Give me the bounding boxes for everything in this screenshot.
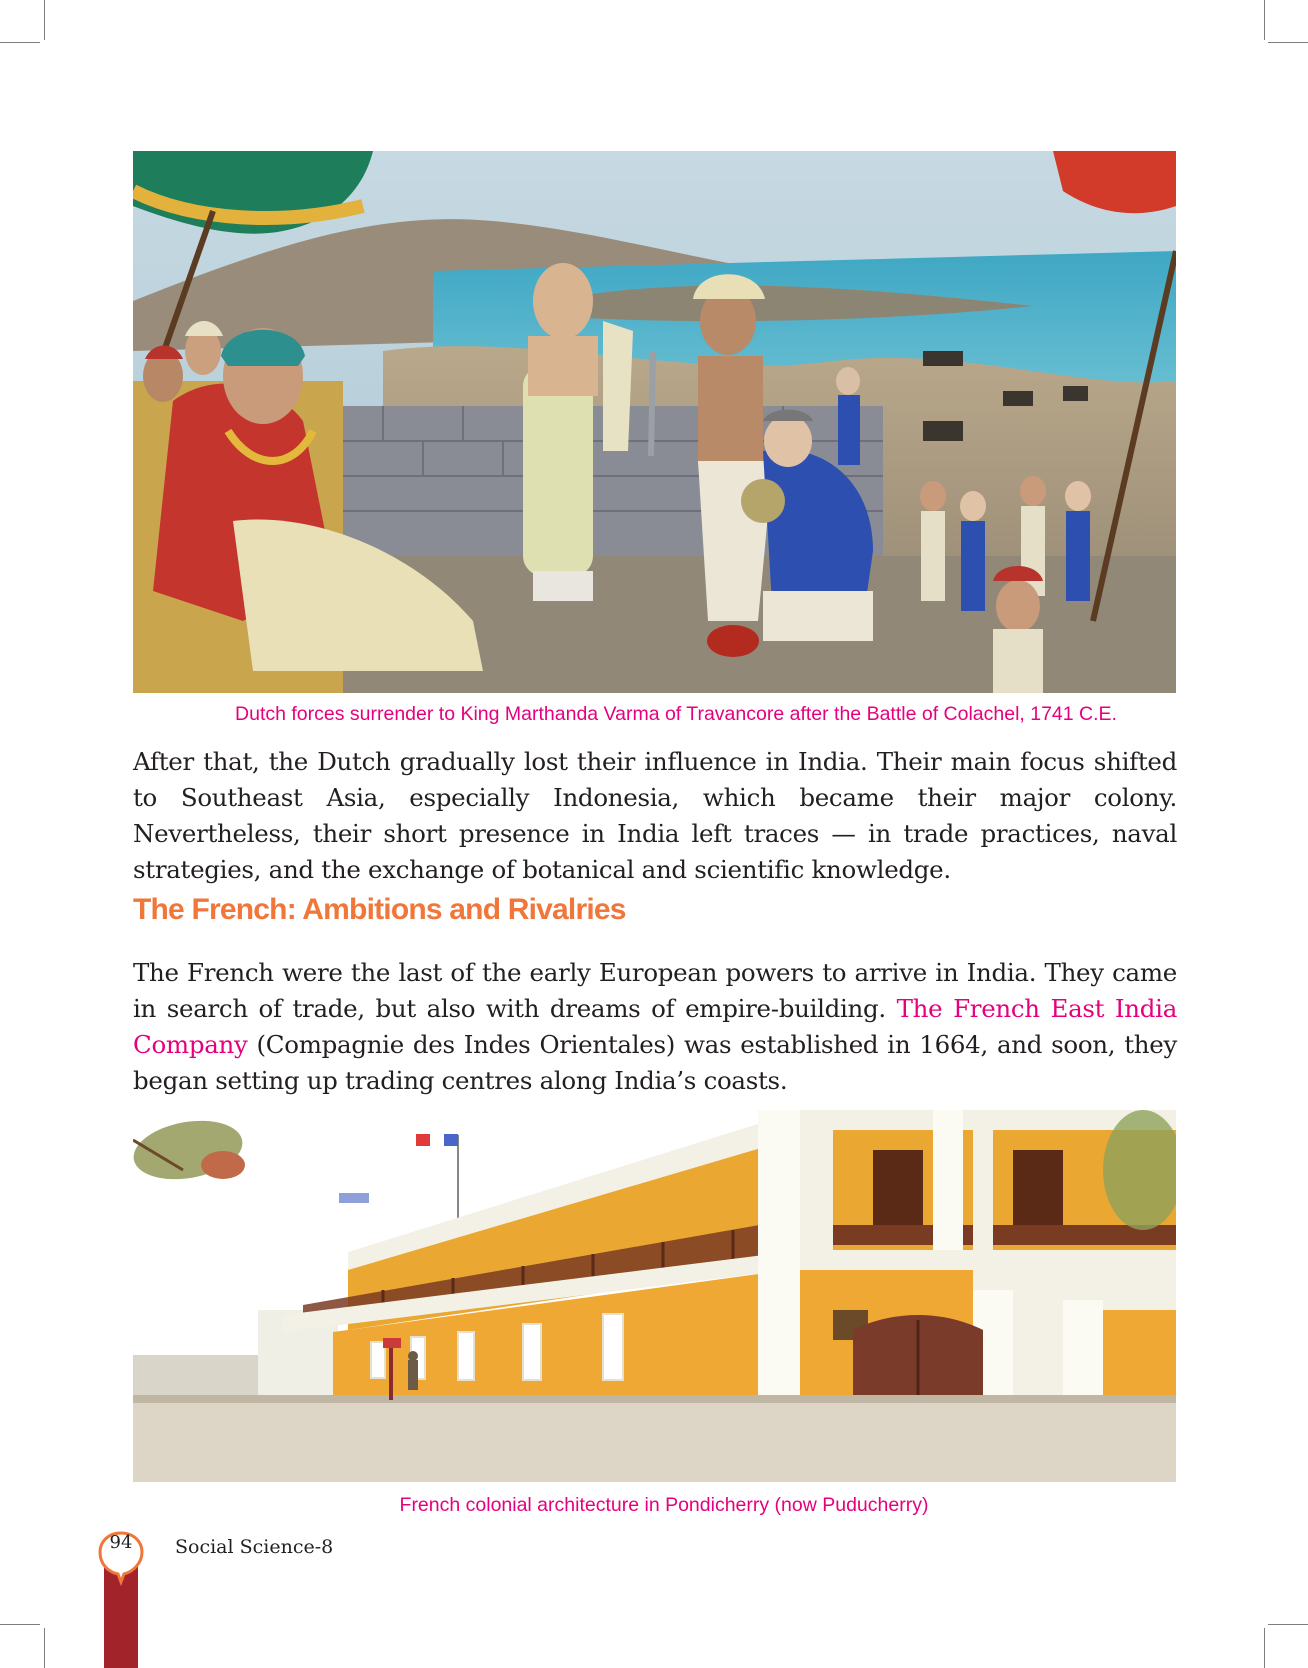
mural-image: [133, 151, 1176, 693]
page-number: 94: [109, 1532, 133, 1553]
figure-caption: Dutch forces surrender to King Marthanda Varma of Travancore after the Battle of Colachel, 1741 C.E.: [235, 703, 1117, 725]
crop-mark: [44, 1628, 45, 1668]
mural-figure: [133, 151, 1176, 693]
building-image: [133, 1110, 1176, 1482]
figure-caption: French colonial architecture in Pondicherry (now Puducherry): [399, 1494, 929, 1516]
crop-mark: [1268, 42, 1308, 43]
paragraph-french-intro: [133, 955, 1177, 1099]
paragraph-text: (Compagnie des Indes Orientales) was established in 1664, and soon, they began setting up trading centres along India’s coasts.: [133, 1030, 1177, 1095]
crop-mark: [1268, 1624, 1308, 1625]
crop-mark: [0, 1624, 40, 1625]
book-title: Social Science-8: [175, 1536, 334, 1558]
crop-mark: [1264, 1628, 1265, 1668]
crop-mark: [1264, 0, 1265, 40]
crop-mark: [0, 42, 40, 43]
paragraph-text: The French were the last of the early European powers to arrive in India. They came in search of trade, but also with dreams of empire-building.: [133, 958, 1177, 1023]
highlighted-term: The French East India Company: [133, 994, 1178, 1059]
building-figure: [133, 1110, 1176, 1482]
paragraph-dutch-decline: After that, the Dutch gradually lost their influence in India. Their main focus shifted to Southeast Asia, especially Indonesia, which became their major colony. Nevertheless, their short presence in India left traces — in trade practices, naval strategies, and the exchange of botanical and scientific knowledge.: [133, 747, 1177, 884]
section-heading: The French: Ambitions and Rivalries: [133, 893, 626, 926]
crop-mark: [44, 0, 45, 40]
